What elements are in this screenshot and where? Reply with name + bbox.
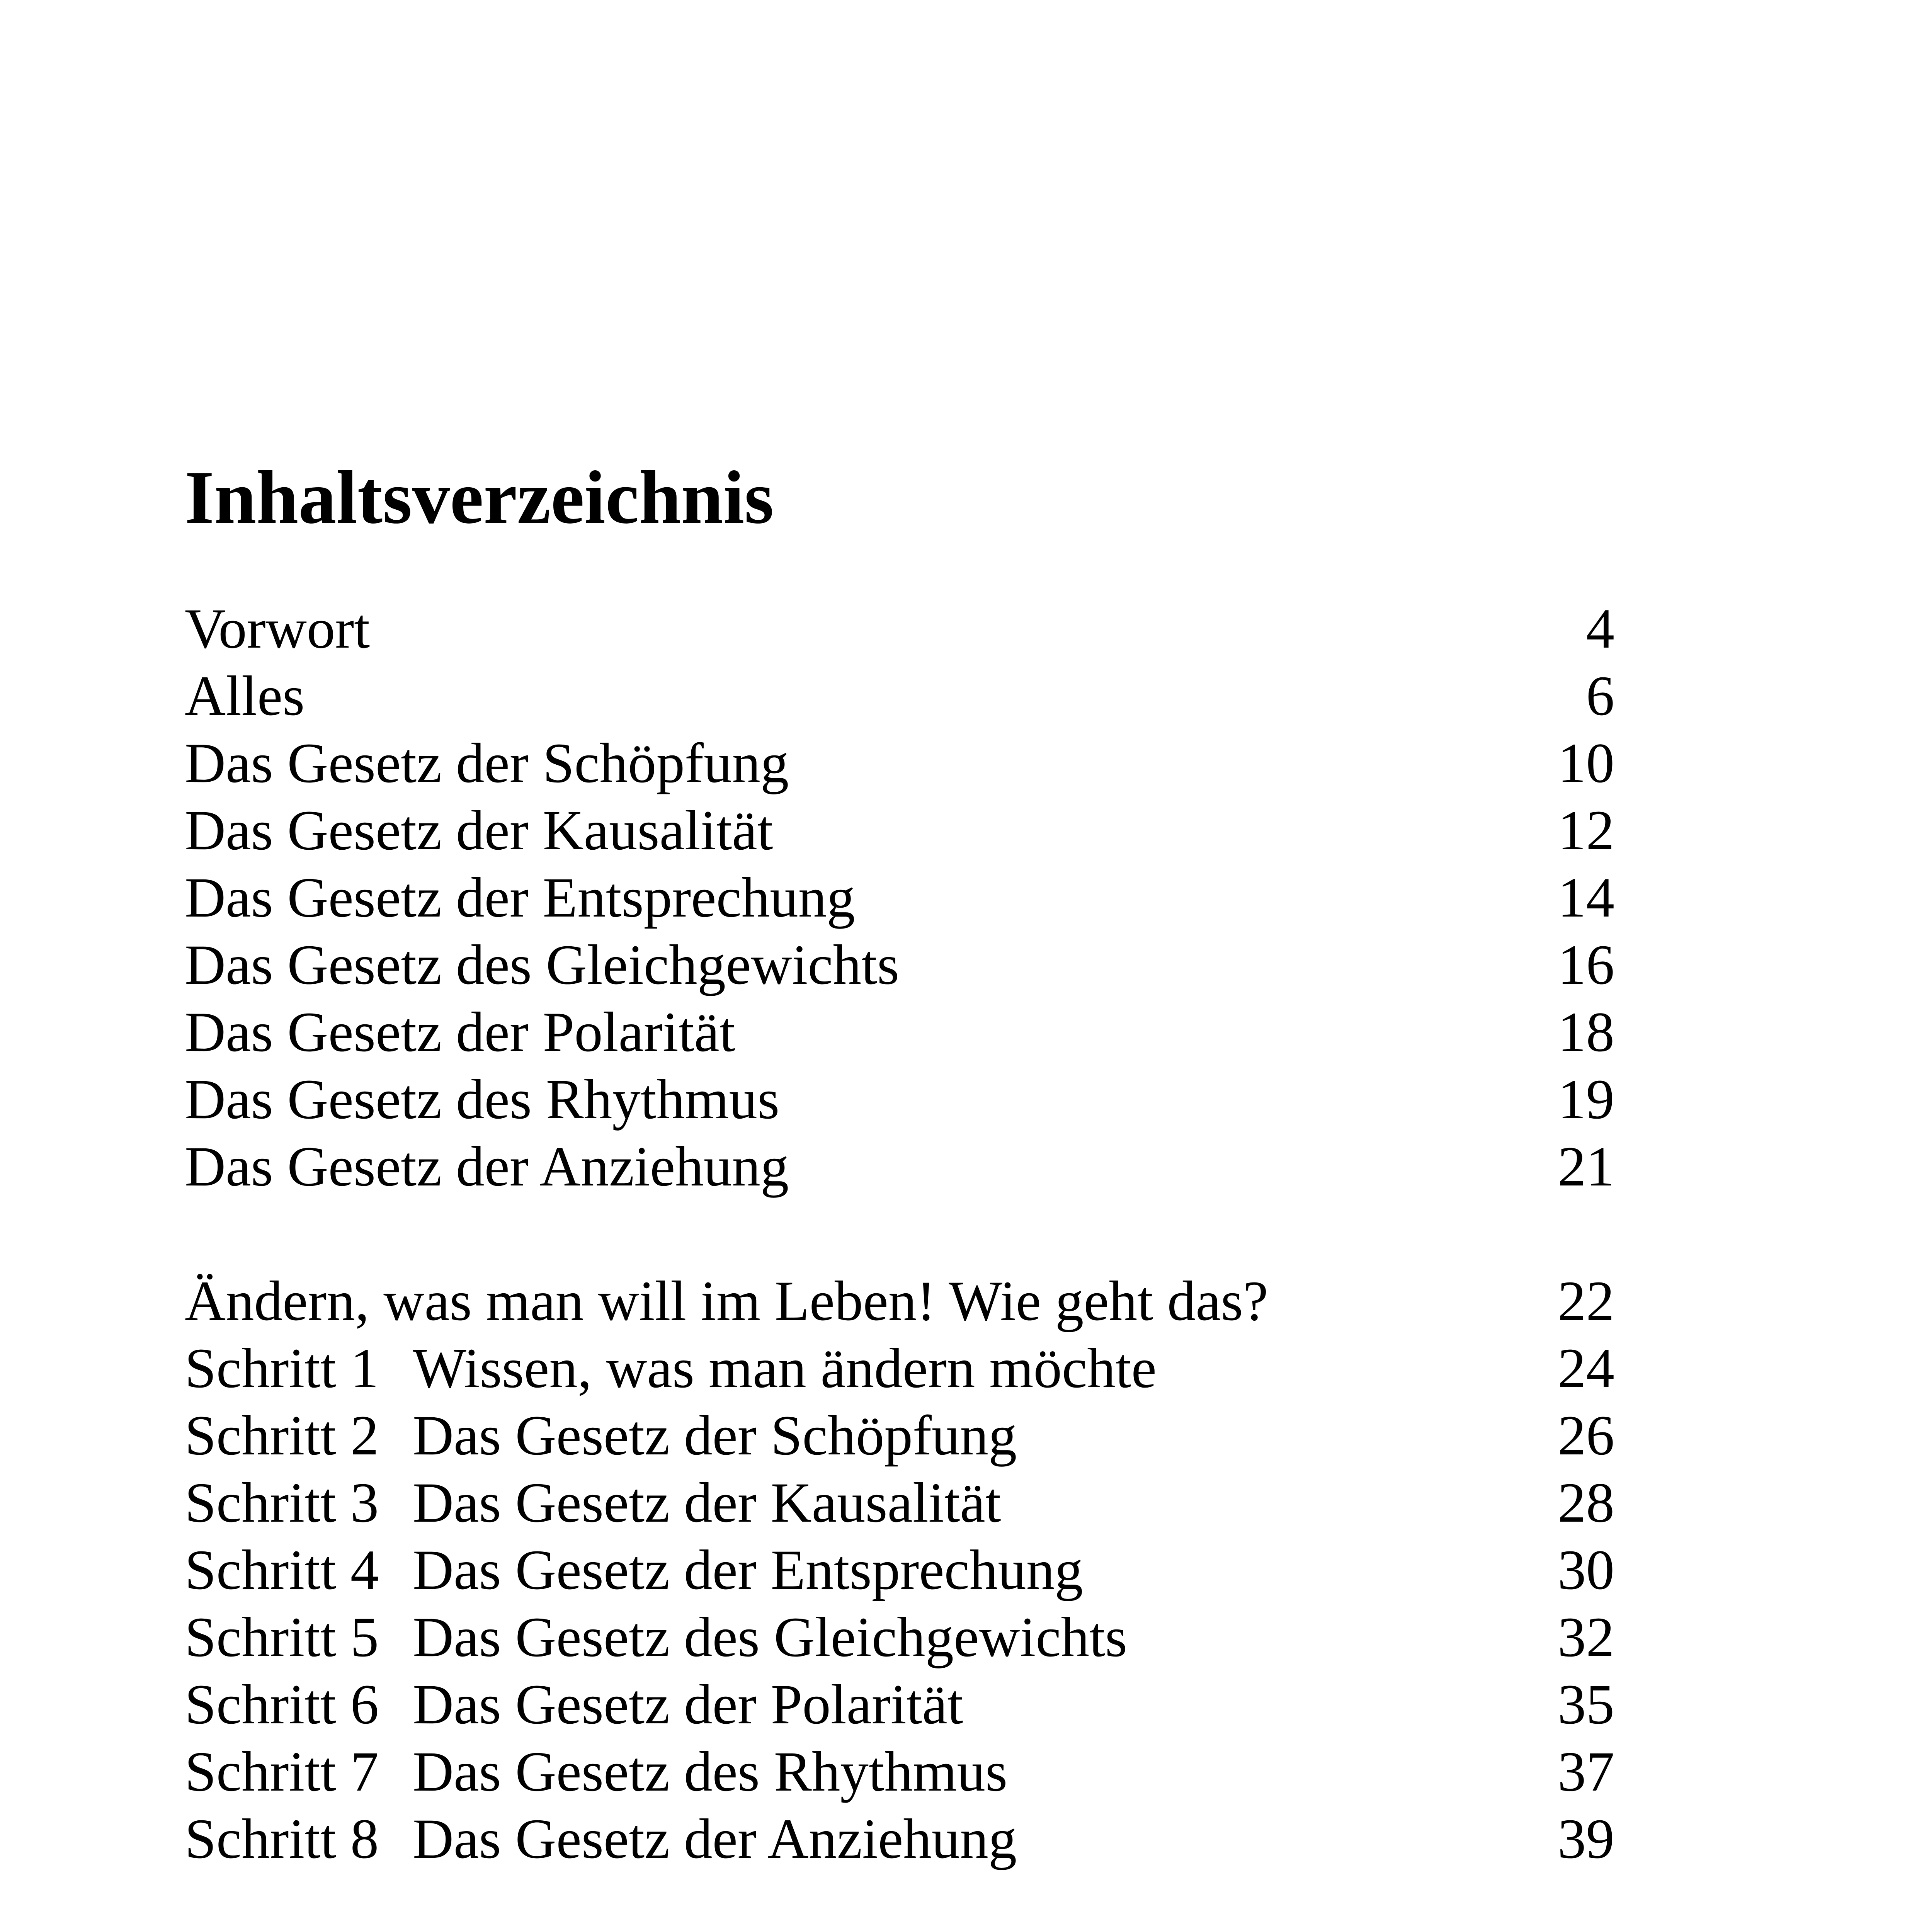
toc-entry-label: Das Gesetz des Rhythmus	[185, 1068, 780, 1131]
toc-entry-page: 4	[1586, 597, 1614, 660]
toc-entry-page: 22	[1558, 1269, 1614, 1332]
page-title: Inhaltsverzeichnis	[185, 456, 774, 539]
toc-entry	[185, 797, 1614, 864]
toc-entry-label: Das Gesetz der Anziehung	[185, 1135, 789, 1198]
toc-entry	[185, 595, 1614, 662]
toc-entry	[185, 1402, 1614, 1469]
toc-entry	[185, 931, 1614, 998]
toc-step-number: Schritt 1	[185, 1337, 379, 1400]
toc-step-number: Schritt 5	[185, 1605, 379, 1668]
toc-entry-page: 28	[1558, 1471, 1614, 1534]
toc-entry-label: Vorwort	[185, 597, 370, 660]
toc-entry-page: 35	[1558, 1673, 1614, 1736]
toc-entry	[185, 864, 1614, 931]
toc-entry-label	[185, 1536, 1083, 1604]
toc-step-number: Schritt 7	[185, 1740, 379, 1803]
toc-entry-label	[185, 1805, 1017, 1872]
toc-entry-page: 19	[1558, 1068, 1614, 1131]
toc-entry	[185, 730, 1614, 797]
toc-entry-label: Ändern, was man will im Leben! Wie geht das?	[185, 1269, 1268, 1332]
toc-group-steps	[185, 1267, 1614, 1872]
toc-entry-label: Das Gesetz des Gleichgewichts	[185, 933, 900, 996]
toc-entry	[185, 1133, 1614, 1200]
toc-entry-label: Das Gesetz der Polarität	[185, 1000, 735, 1063]
toc-entry-page: 30	[1558, 1538, 1614, 1601]
toc-step-title: Das Gesetz der Entsprechung	[413, 1538, 1083, 1601]
toc-entry-page: 39	[1558, 1807, 1614, 1870]
toc-step-number: Schritt 4	[185, 1538, 379, 1601]
table-of-contents	[185, 595, 1614, 1932]
toc-step-title: Wissen, was man ändern möchte	[413, 1337, 1157, 1400]
toc-entry	[185, 998, 1614, 1066]
toc-entry-label: Das Gesetz der Schöpfung	[185, 731, 789, 794]
toc-step-title: Das Gesetz der Anziehung	[413, 1807, 1017, 1870]
toc-step-title: Das Gesetz des Gleichgewichts	[413, 1605, 1128, 1668]
toc-step-title: Das Gesetz der Kausalität	[413, 1471, 1001, 1534]
toc-entry-page: 24	[1558, 1337, 1614, 1400]
toc-entry	[185, 662, 1614, 730]
toc-entry-page: 14	[1558, 866, 1614, 929]
toc-step-title: Das Gesetz des Rhythmus	[413, 1740, 1008, 1803]
toc-step-title: Das Gesetz der Schöpfung	[413, 1404, 1017, 1467]
toc-entry-page: 18	[1558, 1000, 1614, 1063]
toc-entry	[185, 1066, 1614, 1133]
toc-entry	[185, 1335, 1614, 1402]
toc-entry	[185, 1469, 1614, 1536]
toc-entry-label	[185, 1604, 1127, 1671]
toc-group-laws	[185, 595, 1614, 1200]
toc-entry-page: 10	[1558, 731, 1614, 794]
toc-entry-label	[185, 1738, 1007, 1805]
toc-entry-page: 37	[1558, 1740, 1614, 1803]
toc-step-number: Schritt 3	[185, 1471, 379, 1534]
toc-entry	[185, 1267, 1614, 1335]
toc-entry	[185, 1604, 1614, 1671]
toc-entry	[185, 1805, 1614, 1872]
toc-entry-label: Alles	[185, 664, 305, 727]
toc-entry-page: 6	[1586, 664, 1614, 727]
toc-step-number: Schritt 6	[185, 1673, 379, 1736]
toc-entry-page: 21	[1558, 1135, 1614, 1198]
toc-entry-page: 12	[1558, 799, 1614, 862]
toc-entry-label: Das Gesetz der Entsprechung	[185, 866, 855, 929]
toc-step-title: Das Gesetz der Polarität	[413, 1673, 963, 1736]
toc-step-number: Schritt 2	[185, 1404, 379, 1467]
toc-entry-label	[185, 1469, 1001, 1536]
toc-entry-page: 26	[1558, 1404, 1614, 1467]
toc-entry-page: 32	[1558, 1605, 1614, 1668]
toc-entry-page: 16	[1558, 933, 1614, 996]
toc-entry	[185, 1738, 1614, 1805]
toc-entry	[185, 1671, 1614, 1738]
toc-entry-label	[185, 1671, 963, 1738]
toc-step-number: Schritt 8	[185, 1807, 379, 1870]
toc-entry-label	[185, 1402, 1017, 1469]
toc-entry-label: Das Gesetz der Kausalität	[185, 799, 773, 862]
toc-entry-label	[185, 1335, 1157, 1402]
toc-entry	[185, 1536, 1614, 1604]
